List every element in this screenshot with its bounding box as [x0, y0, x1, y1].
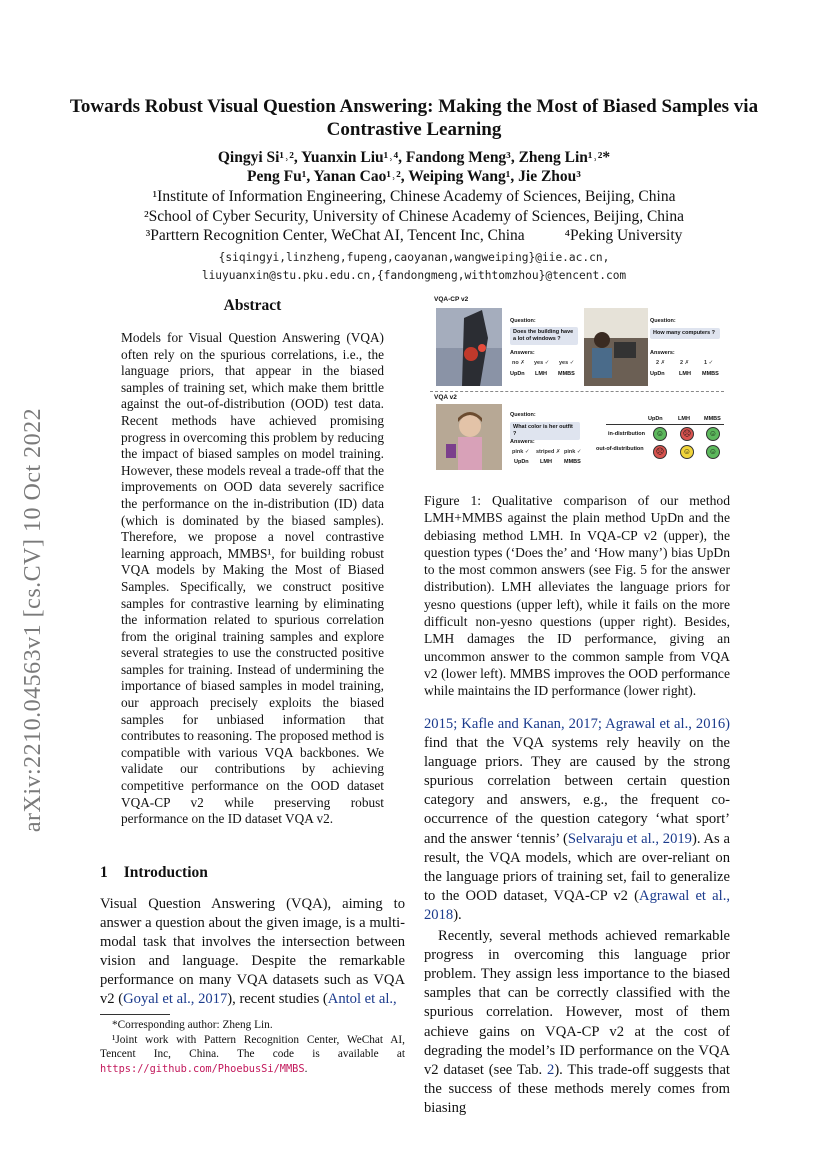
paragraph-2-text-a: Recently, several methods achieved remarkable progress in overcoming this language prior problem. They assign less importance to the biased samples that can be correctly classified with the spurious correlation. However, most of them achieve gains on VQA-CP v2 at the cost of degrading the model’s ID performance on the VQA v2 dataset (see Tab. [424, 928, 730, 1078]
table-col-upDn: UpDn [648, 416, 663, 422]
happy-face-icon: ☺ [706, 445, 720, 459]
affiliations [60, 187, 768, 246]
email-line-1: {siqingyi,linzheng,fupeng,caoyanan,wangweiping}@iie.ac.cn, [218, 251, 610, 264]
answer-mmbs-1: yes ✓ [559, 360, 575, 366]
authors-line-2: Peng Fu¹, Yanan Cao¹˒², Weiping Wang¹, Jie Zhou³ [247, 168, 581, 185]
abstract-heading: Abstract [223, 297, 282, 314]
author-emails [60, 249, 768, 285]
answers-label-1: Answers: [510, 350, 535, 356]
arxiv-identifier: arXiv:2210.04563v1 [cs.CV] 10 Oct 2022 [20, 407, 46, 833]
paper-title: Towards Robust Visual Question Answering: Making the Most of Biased Samples via Contrastive Learning [69, 96, 759, 140]
right-column-body [424, 715, 730, 1118]
paragraph-1 [424, 715, 730, 925]
paragraph-1-text-b: ). As a result, the VQA models, which are over-reliant on the language priors of training set, fail to generalize to the OOD dataset, VQA-CP v2 ( [424, 830, 730, 904]
intro-text-2: ), recent studies ( [227, 991, 328, 1008]
table-rule [606, 424, 724, 425]
figure-1-caption: Figure 1: Qualitative comparison of our method LMH+MMBS against the plain method UpDn and the debiasing method LMH. In VQA-CP v2 (upper), the question types (‘Does the’ and ‘How many’) bias UpDn to the most common answers (see Fig. 5 for the answer distribution). LMH alleviates the language priors for yesno questions (upper left), while it fails on the more difficult non-yesno questions (upper right). Besides, LMH damages the ID performance, giving an uncommon answer to the common sample from VQA v2 (lower left). MMBS improves the OOD performance while maintains the ID performance (lower right). [424, 493, 730, 699]
footnotes [100, 1018, 405, 1076]
neutral-face-icon: ☺ [680, 445, 694, 459]
answer-lmh-1: yes ✓ [534, 360, 550, 366]
figure-divider [430, 391, 724, 392]
model-lmh-3: LMH [540, 459, 552, 465]
email-line-2: liuyuanxin@stu.pku.edu.cn,{fandongmeng,withtomzhou}@tencent.com [201, 269, 627, 282]
figure-1 [424, 294, 730, 474]
answer-lmh-3: striped ✗ [536, 449, 561, 455]
label-vqa-cp-v2: VQA-CP v2 [434, 296, 469, 303]
footnote-code-text: ¹Joint work with Pattern Recognition Center, WeChat AI, Tencent Inc, China. The code is available at [100, 1033, 405, 1061]
model-lmh-2: LMH [679, 371, 691, 377]
paragraph-1-text-a: find that the VQA systems rely heavily on the language priors. They are caused by the strong spurious correlation between certain question category and answers, e.g., the frequent co-occurrence of the question category ‘what sport’ and the answer ‘tennis’ ( [424, 735, 730, 847]
citation-link[interactable]: 2015; Kafle and Kanan, 2017; Agrawal et al., 2016) [424, 716, 730, 732]
row-in-distribution: in-distribution [608, 431, 645, 437]
table-col-mmbs: MMBS [704, 416, 721, 422]
paragraph-2-text-b: ). This trade-off suggests that the success of these methods merely comes from biasing [424, 1061, 730, 1116]
footnote-rule [100, 1014, 170, 1015]
abstract-text: Models for Visual Question Answering (VQA) often rely on the spurious correlations, i.e., the language priors, that appear in the biased samples of training set, which make them brittle against the out-of-distribution (OOD) test data. Recent methods have achieved promising progress in overcoming this problem by reducing the impact of biased samples on model training. However, these models reveal a trade-off that the improvements on OOD data severely sacrifice the performance on the in-distribution (ID) data (which is dominated by the biased samples). Therefore, we propose a novel contrastive learning approach, MMBS¹, for building robust VQA models by Making the Most of Biased Samples. Specifically, we construct positive samples for contrastive learning by eliminating the information related to spurious correlation from the original training samples and explore several strategies to use the constructed positive samples for training. Instead of undermining the importance of biased samples in model training, our approach precisely exploits the biased samples for unbiased information that contributes to reasoning. The proposed method is compatible with various VQA backbones. We validate our contributions by achieving competitive performance on the OOD dataset VQA-CP v2 while preserving robust performance on the ID dataset VQA v2. [121, 330, 384, 827]
model-upDn-2: UpDn [650, 371, 665, 377]
answer-lmh-2: 2 ✗ [680, 360, 690, 366]
intro-text: Visual Question Answering (VQA), aiming to answer a question about the given image, is a multi-modal task that involves the intersection between vision and language. Despite the remarkable performance on many VQA datasets such as VQA v2 ( [100, 896, 405, 1008]
answer-upDn-3: pink ✓ [512, 449, 530, 455]
citation-link[interactable]: Selvaraju et al., 2019 [567, 830, 692, 847]
citation-link[interactable]: Agrawal et al., 2018 [424, 887, 730, 923]
footnote-code [100, 1033, 405, 1077]
answers-label-3: Answers: [510, 439, 535, 445]
author-list [60, 148, 768, 186]
question-label-3: Question: [510, 412, 536, 418]
answer-mmbs-2: 1 ✓ [704, 360, 714, 366]
label-vqa-v2: VQA v2 [434, 394, 457, 401]
model-lmh-1: LMH [535, 371, 547, 377]
citation-link[interactable]: Goyal et al., 2017 [123, 991, 228, 1008]
code-url-link[interactable]: https://github.com/PhoebusSi/MMBS [100, 1062, 305, 1075]
answer-mmbs-3: pink ✓ [564, 449, 582, 455]
row-out-of-distribution: out-of-distribution [596, 446, 644, 452]
computer-photo [584, 308, 648, 386]
happy-face-icon: ☺ [653, 427, 667, 441]
affiliation-3: ³Parttern Recognition Center, WeChat AI, Tencent Inc, China [145, 227, 525, 244]
paragraph-2 [424, 927, 730, 1118]
answer-upDn-1: no ✗ [512, 360, 525, 366]
sad-face-icon: ☹ [680, 427, 694, 441]
happy-face-icon: ☺ [706, 427, 720, 441]
model-mmbs-2: MMBS [702, 371, 719, 377]
sad-face-icon: ☹ [653, 445, 667, 459]
model-upDn-1: UpDn [510, 371, 525, 377]
question-label-1: Question: [510, 318, 536, 324]
answer-upDn-2: 2 ✗ [656, 360, 666, 366]
affiliation-2: ²School of Cyber Security, University of Chinese Academy of Sciences, Beijing, China [143, 207, 684, 225]
building-photo [436, 308, 502, 386]
model-mmbs-3: MMBS [564, 459, 581, 465]
child-photo [436, 404, 502, 470]
section-title: Introduction [123, 864, 208, 881]
affiliation-4: ⁴Peking University [564, 227, 683, 244]
table-col-lmh: LMH [678, 416, 690, 422]
authors-line-1: Qingyi Si¹˒², Yuanxin Liu¹˒⁴, Fandong Meng³, Zheng Lin¹˒²* [217, 149, 611, 166]
question-box-3: What color is her outfit ? [510, 422, 580, 440]
model-mmbs-1: MMBS [558, 371, 575, 377]
answers-label-2: Answers: [650, 350, 675, 356]
question-box-2: How many computers ? [650, 328, 720, 339]
citation-link[interactable]: Antol et al., [327, 991, 397, 1008]
paragraph-1-text-c: ). [453, 906, 462, 923]
footnote-corresponding: *Corresponding author: Zheng Lin. [112, 1019, 273, 1031]
model-upDn-3: UpDn [514, 459, 529, 465]
question-box-1: Does the building have a lot of windows ? [510, 327, 578, 345]
intro-paragraph [100, 895, 405, 1010]
table-ref-link[interactable]: 2 [547, 1061, 555, 1078]
section-number: 1 [100, 864, 108, 881]
question-label-2: Question: [650, 318, 676, 324]
footnote-end: . [304, 1062, 308, 1075]
affiliation-1: ¹Institute of Information Engineering, Chinese Academy of Sciences, Beijing, China [152, 188, 676, 205]
section-heading-introduction [100, 864, 224, 882]
